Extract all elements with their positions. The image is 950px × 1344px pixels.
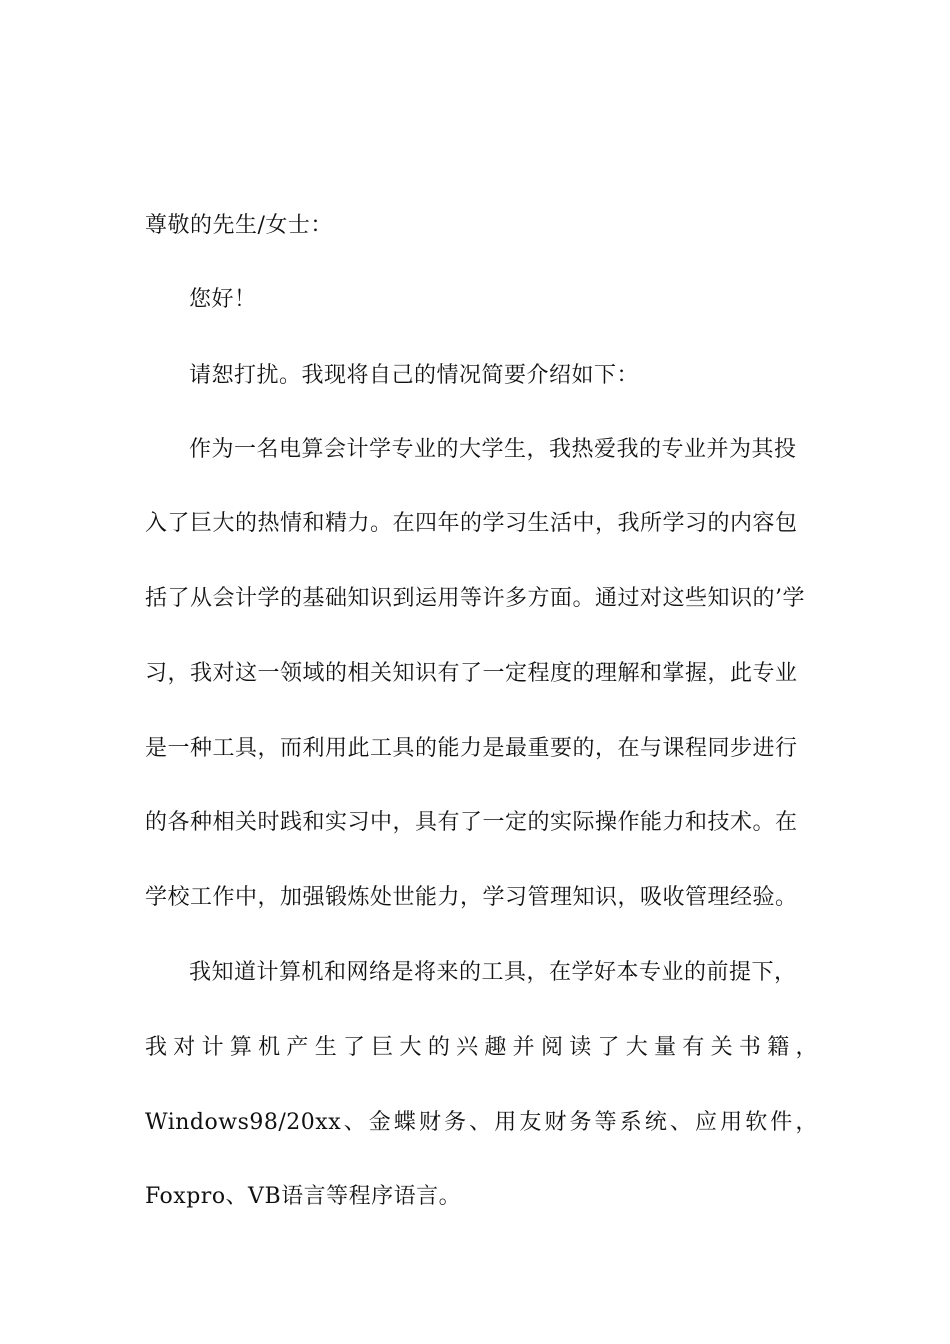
paragraph-line: 我知道计算机和网络是将来的工具，在学好本专业的前提下，	[189, 960, 797, 985]
text-glyph: 对	[173, 1035, 196, 1060]
text-glyph: 统	[644, 1110, 668, 1135]
text-glyph: 大	[399, 1035, 423, 1060]
text-glyph: 大	[625, 1035, 649, 1060]
paragraph-line: 习，我对这一领域的相关知识有了一定程度的理解和掌握，此专业	[145, 661, 798, 686]
text-glyph: 务	[569, 1110, 593, 1135]
text-glyph: 读	[569, 1035, 592, 1060]
text-glyph: 、	[669, 1110, 693, 1135]
text-glyph: 件	[770, 1110, 793, 1135]
text-glyph: 我	[145, 1035, 168, 1060]
text-glyph: 巨	[371, 1035, 394, 1060]
text-glyph: ，	[795, 1035, 818, 1060]
text-glyph: Windows98/20xx	[145, 1110, 342, 1135]
text-glyph: 算	[229, 1035, 253, 1060]
text-glyph: 产	[286, 1035, 309, 1060]
paragraph-line: 是一种工具，而利用此工具的能力是最重要的，在与课程同步进行	[145, 736, 798, 761]
text-glyph: 、	[469, 1110, 492, 1135]
text-glyph: 金	[368, 1110, 392, 1135]
paragraph-line: 入了巨大的热情和精力。在四年的学习生活中，我所学习的内容包	[145, 511, 798, 536]
text-glyph: 财	[418, 1110, 442, 1135]
paragraph-line: 作为一名电算会计学专业的大学生，我热爱我的专业并为其投	[189, 437, 797, 462]
text-glyph: 有	[682, 1035, 705, 1060]
paragraph-line: 括了从会计学的基础知识到运用等许多方面。通过对这些知识的’学	[145, 586, 805, 611]
text-glyph: 系	[619, 1110, 643, 1135]
intro-line: 请恕打扰。我现将自己的情况简要介绍如下：	[189, 363, 640, 388]
text-glyph: 趣	[484, 1035, 507, 1060]
text-glyph: 生	[314, 1035, 338, 1060]
text-glyph: 应	[695, 1110, 718, 1135]
text-glyph: 务	[444, 1110, 467, 1135]
salutation: 尊敬的先生/女士：	[145, 213, 333, 238]
text-glyph: 等	[594, 1110, 618, 1135]
paragraph-line-justified	[145, 1033, 818, 1063]
text-glyph: 用	[720, 1110, 743, 1135]
text-glyph: 了	[597, 1035, 621, 1060]
text-glyph: 了	[342, 1035, 366, 1060]
text-glyph: 软	[745, 1110, 768, 1135]
text-glyph: 友	[519, 1110, 542, 1135]
text-glyph: 兴	[456, 1035, 479, 1060]
text-glyph: 机	[258, 1035, 281, 1060]
greeting: 您好！	[189, 287, 257, 312]
text-glyph: 关	[710, 1035, 734, 1060]
text-glyph: 财	[544, 1110, 567, 1135]
text-glyph: 蝶	[393, 1110, 417, 1135]
text-glyph: ，	[795, 1110, 818, 1135]
text-glyph: 用	[494, 1110, 517, 1135]
text-glyph: 阅	[540, 1035, 564, 1060]
paragraph-line-justified	[145, 1108, 818, 1138]
text-glyph: 并	[512, 1035, 536, 1060]
paragraph-line: 学校工作中，加强锻炼处世能力，学习管理知识，吸收管理经验。	[145, 885, 798, 910]
text-glyph: 籍	[767, 1035, 790, 1060]
paragraph-line: 的各种相关时践和实习中，具有了一定的实际操作能力和技术。在	[145, 810, 798, 835]
text-glyph: 的	[427, 1035, 451, 1060]
text-glyph: 、	[343, 1110, 367, 1135]
text-glyph: 量	[654, 1035, 677, 1060]
text-glyph: 计	[201, 1035, 225, 1060]
text-glyph: 书	[738, 1035, 762, 1060]
paragraph-line: Foxpro、VB语言等程序语言。	[145, 1184, 462, 1209]
